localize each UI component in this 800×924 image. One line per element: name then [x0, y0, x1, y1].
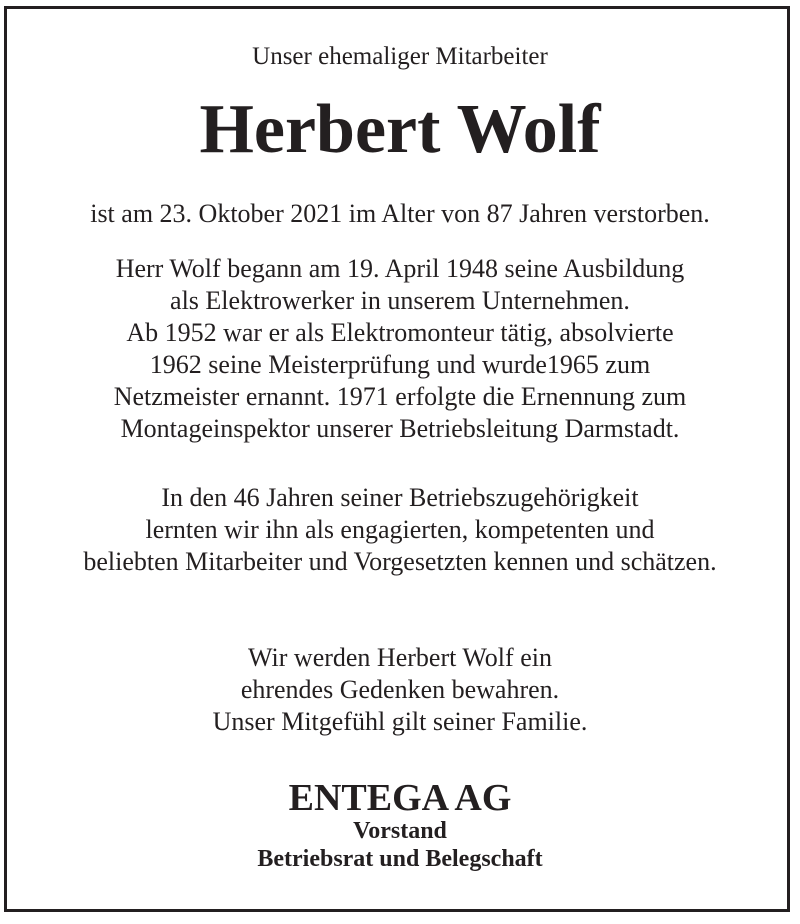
intro-line: Unser ehemaliger Mitarbeiter — [252, 43, 548, 70]
tribute-line: lernten wir ihn als engagierten, kompetenten und — [145, 515, 655, 544]
career-line: Herr Wolf begann am 19. April 1948 seine Ausbildung — [115, 254, 685, 283]
signature-board: Vorstand — [353, 818, 447, 844]
career-line: Netzmeister ernannt. 1971 erfolgte die Ernennung zum — [113, 382, 687, 411]
company-name: ENTEGA AG — [288, 777, 512, 819]
career-line: Ab 1952 war er als Elektromonteur tätig, absolvierte — [126, 318, 674, 347]
career-line: Montageinspektor unserer Betriebsleitung Darmstadt. — [120, 414, 680, 443]
death-notice-line: ist am 23. Oktober 2021 im Alter von 87 Jahren verstorben. — [90, 199, 710, 228]
career-line: 1962 seine Meisterprüfung und wurde1965 zum — [149, 350, 651, 379]
tribute-paragraph — [0, 482, 800, 578]
closing-paragraph — [0, 642, 800, 738]
closing-line: Unser Mitgefühl gilt seiner Familie. — [212, 707, 588, 736]
closing-line: Wir werden Herbert Wolf ein — [248, 643, 552, 672]
deceased-name: Herbert Wolf — [199, 91, 601, 168]
closing-line: ehrendes Gedenken bewahren. — [240, 675, 560, 704]
career-line: als Elektrowerker in unserem Unternehmen. — [170, 286, 630, 315]
career-paragraph — [0, 253, 800, 445]
tribute-line: beliebten Mitarbeiter und Vorgesetzten kennen und schätzen. — [83, 547, 717, 576]
signature-staff: Betriebsrat und Belegschaft — [257, 846, 543, 872]
tribute-line: In den 46 Jahren seiner Betriebszugehörigkeit — [161, 483, 639, 512]
